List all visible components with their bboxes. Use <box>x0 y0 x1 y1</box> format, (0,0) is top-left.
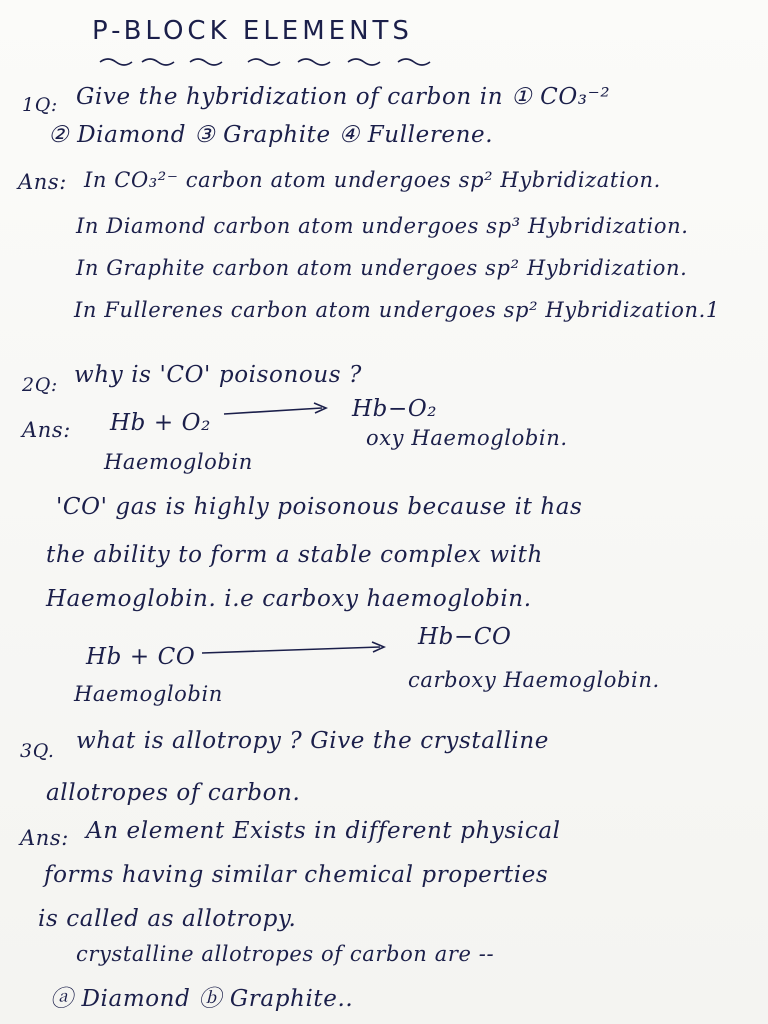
q1-number: 1Q: <box>22 94 58 116</box>
q3-ans-line3: is called as allotropy. <box>38 906 297 932</box>
q1-ans-line1: In CO₃²⁻ carbon atom undergoes sp² Hybridization. <box>84 168 661 192</box>
eq2-arrow <box>200 640 390 660</box>
eq1-arrow <box>222 400 332 420</box>
eq1-left: Hb + O₂ <box>110 410 211 436</box>
q2-question: why is 'CO' poisonous ? <box>74 362 362 388</box>
q1-ans-line4: In Fullerenes carbon atom undergoes sp² Hybridization.1 <box>74 298 720 322</box>
eq2-right-name: carboxy Haemoglobin. <box>408 668 660 692</box>
q3-number: 3Q. <box>20 740 55 762</box>
eq2-right: Hb−CO <box>418 624 512 650</box>
q2-para-line3: Haemoglobin. i.e carboxy haemoglobin. <box>46 586 532 612</box>
q1-ans-line3: In Graphite carbon atom undergoes sp² Hybridization. <box>76 256 688 280</box>
q3-ans-line5: ⓐ Diamond ⓑ Graphite.. <box>50 986 354 1012</box>
eq1-left-name: Haemoglobin <box>104 450 253 474</box>
q3-question-line1: what is allotropy ? Give the crystalline <box>76 728 550 754</box>
q3-ans-label: Ans: <box>20 826 69 850</box>
q2-ans-label: Ans: <box>22 418 71 442</box>
q2-number: 2Q: <box>22 374 58 396</box>
q2-para-line1: 'CO' gas is highly poisonous because it has <box>56 494 583 520</box>
eq2-left: Hb + CO <box>86 644 196 670</box>
q3-question-line2: allotropes of carbon. <box>46 780 301 806</box>
q2-para-line2: the ability to form a stable complex with <box>46 542 543 568</box>
q1-question-line2: ② Diamond ③ Graphite ④ Fullerene. <box>48 122 494 148</box>
eq2-left-name: Haemoglobin <box>74 682 223 706</box>
page-title: P-BLOCK ELEMENTS <box>92 16 413 46</box>
title-underline <box>98 54 458 68</box>
q3-ans-line4: crystalline allotropes of carbon are -- <box>76 942 495 966</box>
q3-ans-line1: An element Exists in different physical <box>86 818 561 844</box>
q1-ans-label: Ans: <box>18 170 67 194</box>
q3-ans-line2: forms having similar chemical properties <box>44 862 549 888</box>
q1-ans-line2: In Diamond carbon atom undergoes sp³ Hybridization. <box>76 214 689 238</box>
eq1-right-name: oxy Haemoglobin. <box>366 426 568 450</box>
eq1-right: Hb−O₂ <box>352 396 438 422</box>
q1-question-line1: Give the hybridization of carbon in ① CO₃⁻² <box>76 84 611 110</box>
